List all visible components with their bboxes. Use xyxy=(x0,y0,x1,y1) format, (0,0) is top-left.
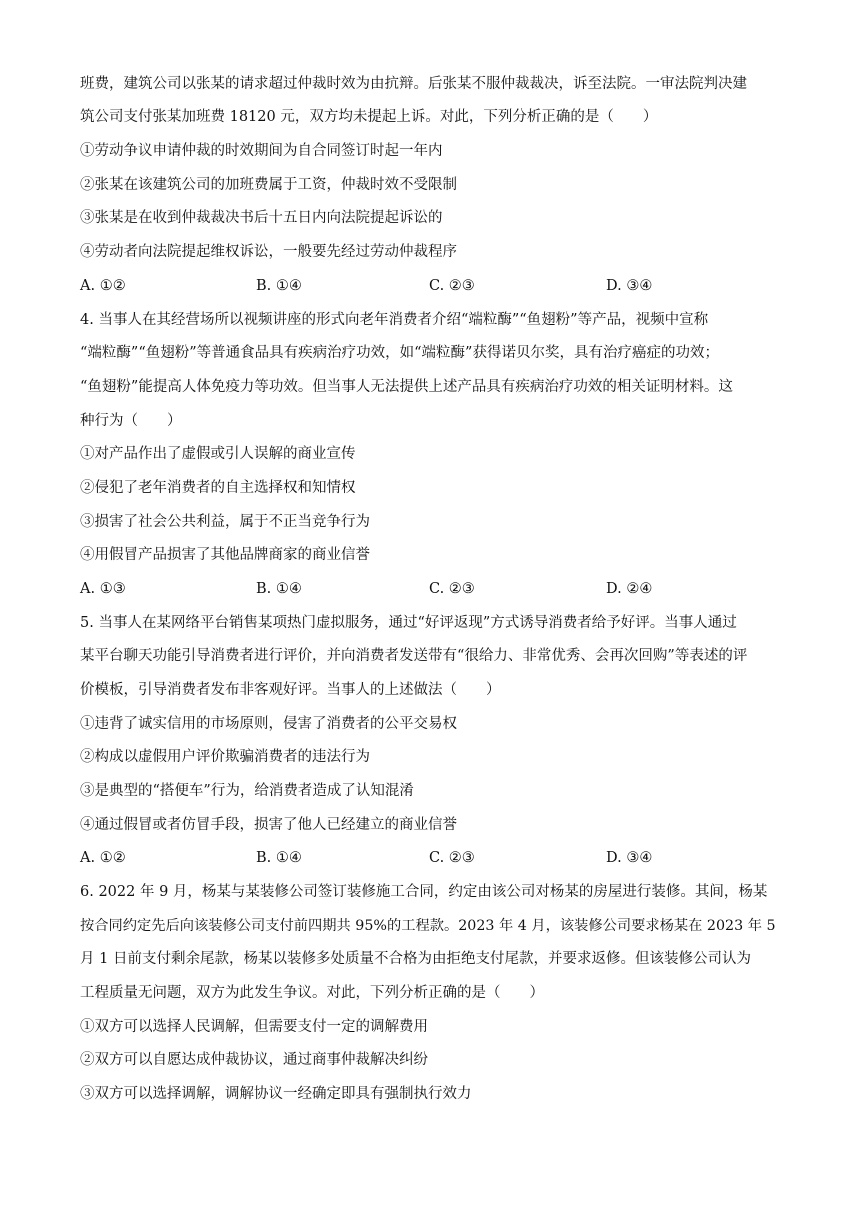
q4-option-d[interactable]: D. ②④ xyxy=(606,581,653,597)
q6-item: ③双方可以选择调解，调解协议一经确定即具有强制执行效力 xyxy=(80,1086,472,1102)
q5-item: ④通过假冒或者仿冒手段，损害了他人已经建立的商业信誉 xyxy=(80,817,457,833)
q6-stem-line: 6. 2022 年 9 月，杨某与某装修公司签订装修施工合同，约定由该公司对杨某的房屋进行装修。其间，杨某 xyxy=(80,884,768,900)
q5-stem-line: 价模板，引导消费者发布非客观好评。当事人的上述做法（ ） xyxy=(80,682,501,698)
q5-item: ③是典型的“搭便车”行为，给消费者造成了认知混淆 xyxy=(80,783,414,799)
q3-item: ④劳动者向法院提起维权诉讼，一般要先经过劳动仲裁程序 xyxy=(80,244,457,260)
q3-option-c[interactable]: C. ②③ xyxy=(429,278,475,294)
q4-item: ④用假冒产品损害了其他品牌商家的商业信誉 xyxy=(80,547,370,563)
q5-item: ②构成以虚假用户评价欺骗消费者的违法行为 xyxy=(80,749,370,765)
q4-option-c[interactable]: C. ②③ xyxy=(429,581,475,597)
q3-stem-line: 筑公司支付张某加班费 18120 元，双方均未提起上诉。对此，下列分析正确的是（ ） xyxy=(80,109,658,125)
q6-stem-line: 按合同约定先后向该装修公司支付前四期共 95%的工程款。2023 年 4 月，该装修公司要求杨某在 2023 年 5 xyxy=(80,918,776,934)
q4-option-a[interactable]: A. ①③ xyxy=(80,581,126,597)
q3-option-a[interactable]: A. ①② xyxy=(80,278,126,294)
q4-stem-line: “端粒酶”“鱼翅粉”等普通食品具有疾病治疗功效，如“端粒酶”获得诺贝尔奖，具有治疗癌症的功效； xyxy=(80,345,719,361)
q5-stem-line: 5. 当事人在某网络平台销售某项热门虚拟服务，通过“好评返现”方式诱导消费者给予好评。当事人通过 xyxy=(80,615,737,631)
q3-option-d[interactable]: D. ③④ xyxy=(606,278,653,294)
q6-item: ②双方可以自愿达成仲裁协议，通过商事仲裁解决纠纷 xyxy=(80,1052,428,1068)
q3-item: ①劳动争议申请仲裁的时效期间为自合同签订时起一年内 xyxy=(80,143,443,159)
q4-stem-line: 4. 当事人在其经营场所以视频讲座的形式向老年消费者介绍“端粒酶”“鱼翅粉”等产品，视频中宣称 xyxy=(80,312,709,328)
q5-item: ①违背了诚实信用的市场原则，侵害了消费者的公平交易权 xyxy=(80,716,457,732)
q3-stem-line: 班费，建筑公司以张某的请求超过仲裁时效为由抗辩。后张某不服仲裁裁决，诉至法院。一审法院判决建 xyxy=(80,76,747,92)
q4-options xyxy=(80,579,780,599)
q3-item: ③张某是在收到仲裁裁决书后十五日内向法院提起诉讼的 xyxy=(80,210,443,226)
q4-stem-line: “鱼翅粉”能提高人体免疫力等功效。但当事人无法提供上述产品具有疾病治疗功效的相关证明材料。这 xyxy=(80,379,733,395)
q5-option-d[interactable]: D. ③④ xyxy=(606,850,653,866)
q6-stem-line: 月 1 日前支付剩余尾款，杨某以装修多处质量不合格为由拒绝支付尾款，并要求返修。但该装修公司认为 xyxy=(80,951,751,967)
q4-item: ②侵犯了老年消费者的自主选择权和知情权 xyxy=(80,480,356,496)
q5-option-c[interactable]: C. ②③ xyxy=(429,850,475,866)
q4-item: ③损害了社会公共利益，属于不正当竞争行为 xyxy=(80,514,370,530)
q4-option-b[interactable]: B. ①④ xyxy=(256,581,302,597)
q6-stem-line: 工程质量无问题，双方为此发生争议。对此，下列分析正确的是（ ） xyxy=(80,985,544,1001)
q3-options xyxy=(80,276,780,296)
q6-item: ①双方可以选择人民调解，但需要支付一定的调解费用 xyxy=(80,1019,428,1035)
q3-item: ②张某在该建筑公司的加班费属于工资，仲裁时效不受限制 xyxy=(80,177,457,193)
q4-stem-line: 种行为（ ） xyxy=(80,413,182,429)
q4-item: ①对产品作出了虚假或引人误解的商业宣传 xyxy=(80,446,356,462)
q5-option-b[interactable]: B. ①④ xyxy=(256,850,302,866)
q3-option-b[interactable]: B. ①④ xyxy=(256,278,302,294)
q5-stem-line: 某平台聊天功能引导消费者进行评价，并向消费者发送带有“很给力、非常优秀、会再次回购”等表述的评 xyxy=(80,648,748,664)
q5-options xyxy=(80,848,780,868)
q5-option-a[interactable]: A. ①② xyxy=(80,850,126,866)
